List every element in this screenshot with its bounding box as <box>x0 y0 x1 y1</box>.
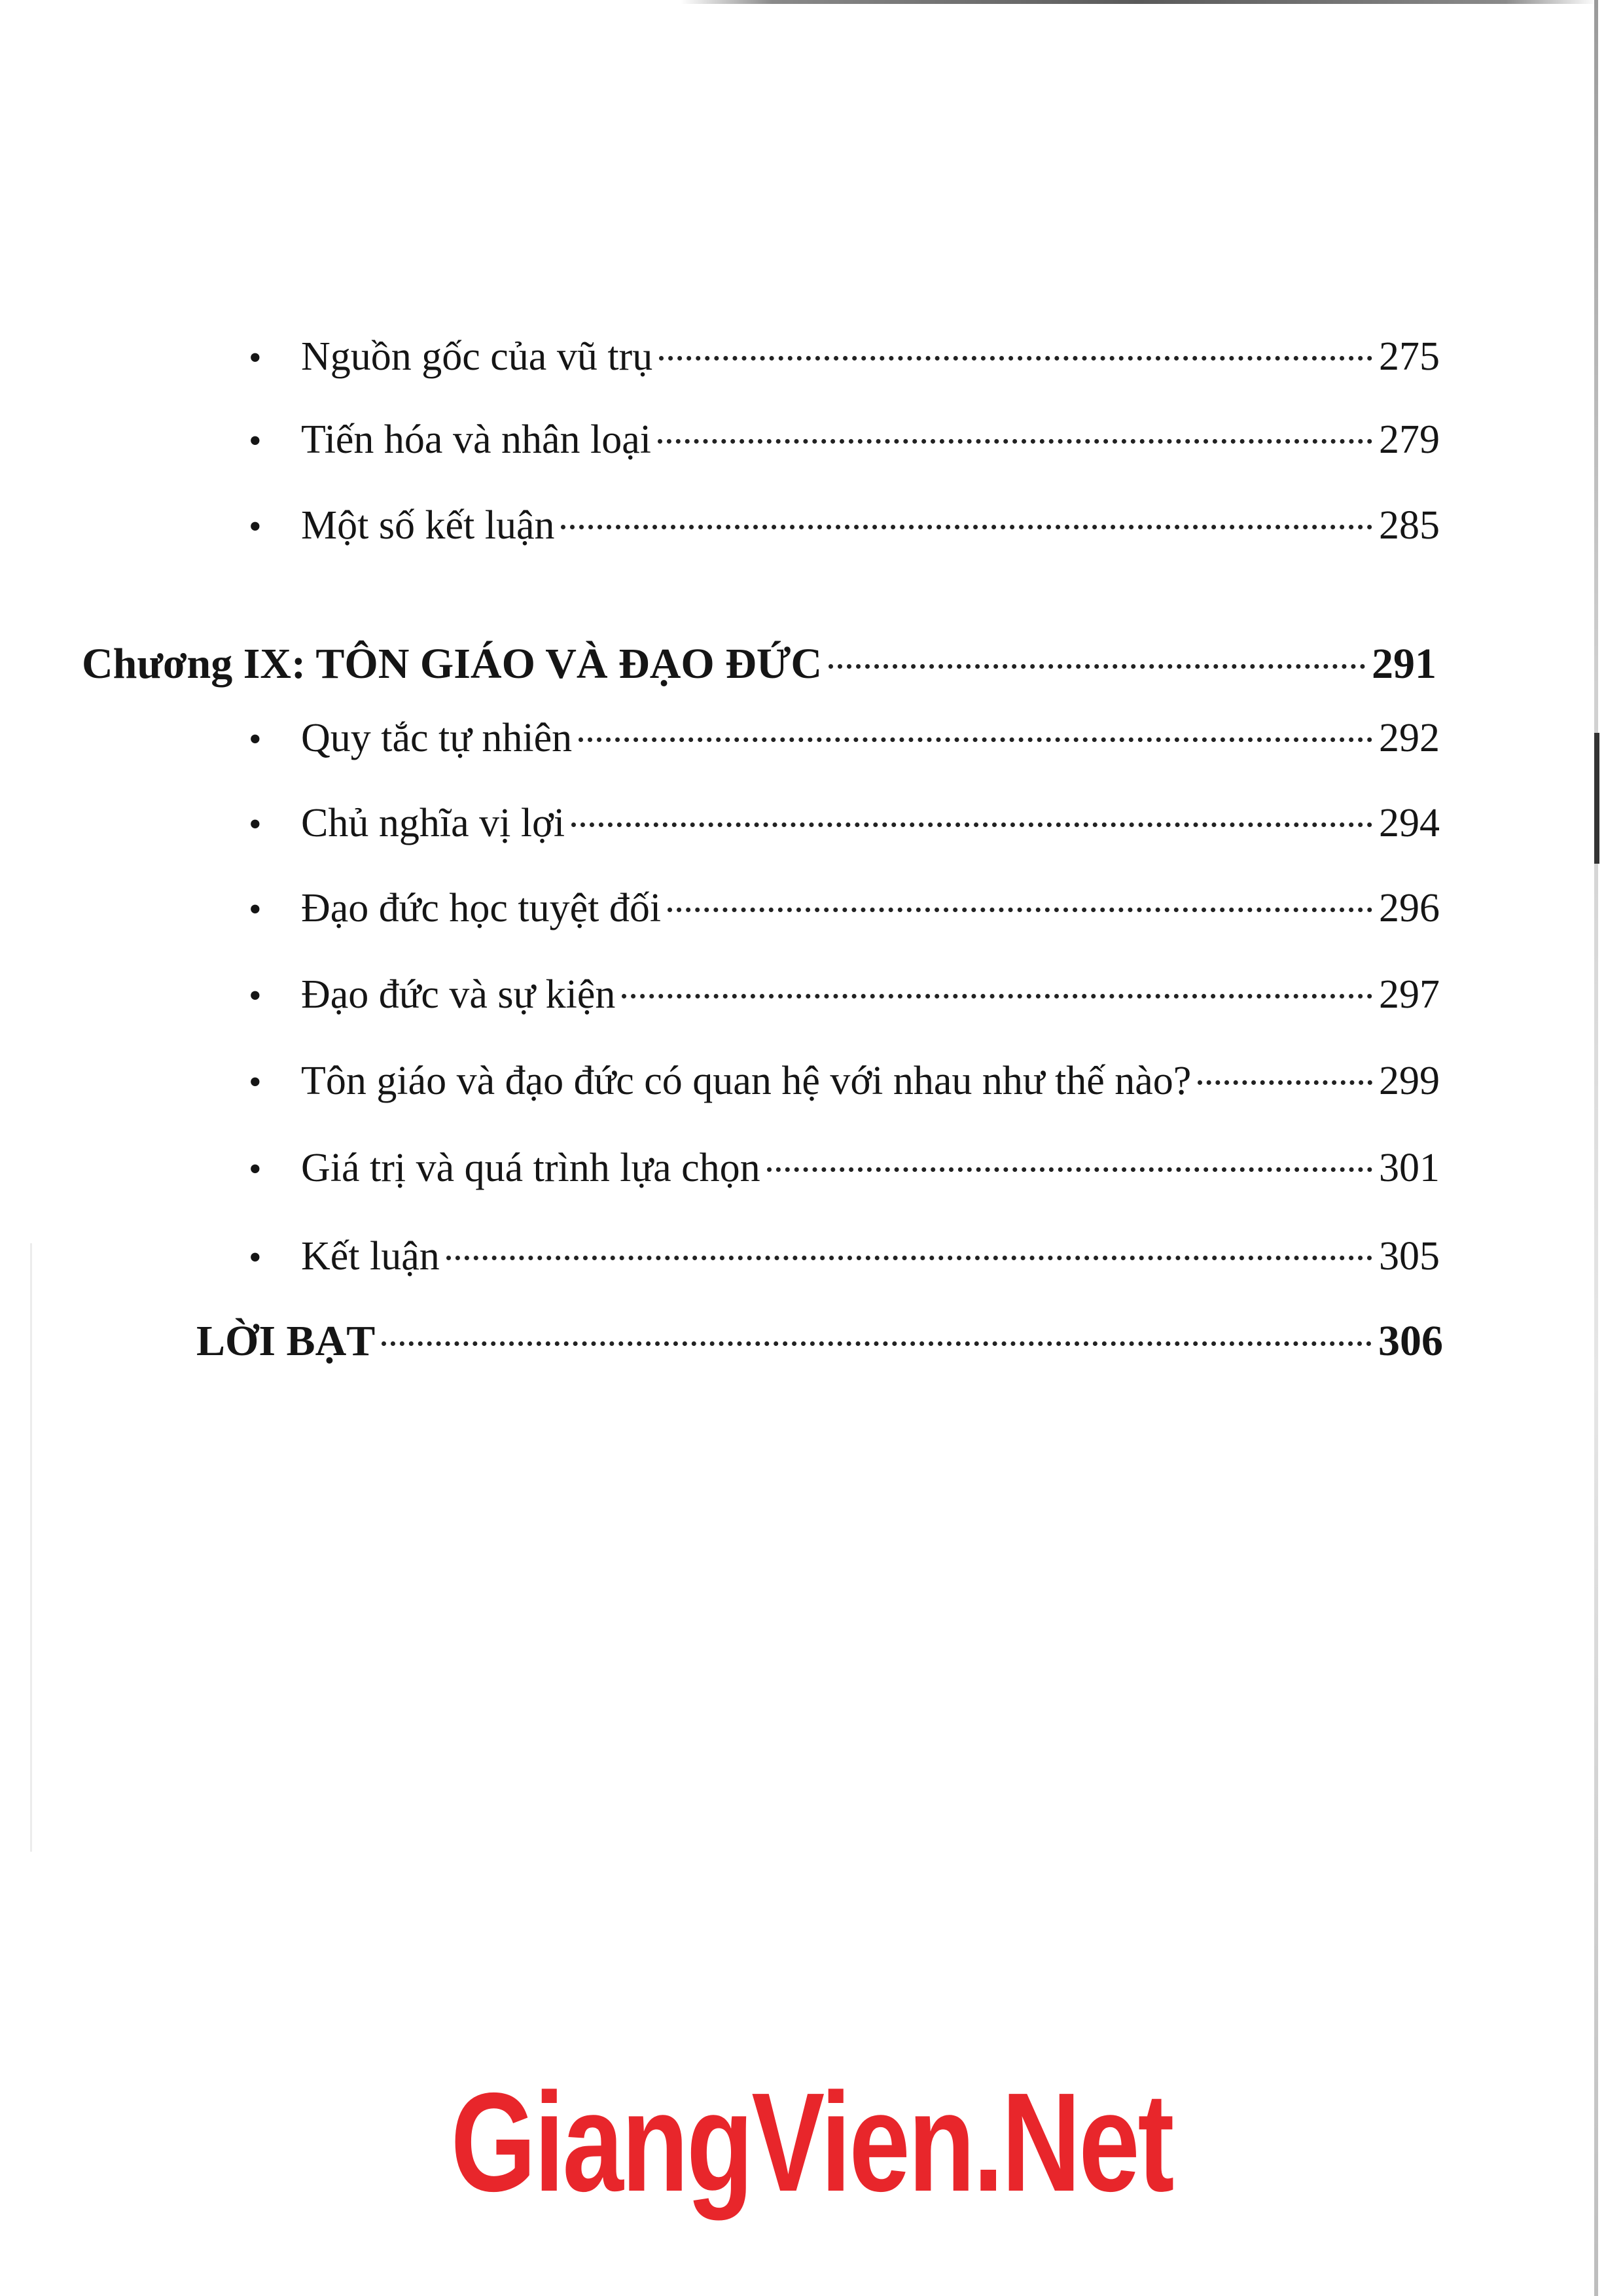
scan-edge-left <box>30 1243 32 1852</box>
toc-entry-title: Một số kết luận <box>301 503 555 548</box>
bullet-icon: • <box>249 1149 262 1190</box>
toc-entry-gia-tri[interactable] <box>249 1142 1440 1195</box>
toc-entry-title: Nguồn gốc của vũ trụ <box>301 334 653 379</box>
toc-chapter-title: Chương IX: TÔN GIÁO VÀ ĐẠO ĐỨC <box>82 640 823 688</box>
toc-entry-page: 297 <box>1379 972 1440 1017</box>
toc-entry-ton-giao-quan-he[interactable] <box>249 1055 1440 1108</box>
bullet-icon: • <box>249 338 262 378</box>
toc-leader-dots <box>1198 1080 1372 1085</box>
bullet-icon: • <box>249 1062 262 1103</box>
toc-leader-dots <box>579 737 1372 742</box>
bullet-icon: • <box>249 719 262 760</box>
toc-leader-dots <box>659 356 1372 361</box>
bullet-icon: • <box>249 976 262 1016</box>
scan-mark-right <box>1594 733 1599 864</box>
toc-entry-page: 292 <box>1379 716 1440 760</box>
toc-afterword[interactable] <box>196 1315 1443 1368</box>
toc-afterword-title: LỜI BẠT <box>196 1317 376 1365</box>
toc-entry-page: 301 <box>1379 1146 1440 1190</box>
scan-edge-top <box>681 0 1597 4</box>
watermark-logo: GiangVien.Net <box>450 2063 1173 2221</box>
toc-entry-chu-nghia[interactable] <box>249 797 1440 851</box>
bullet-icon: • <box>249 506 262 547</box>
toc-entry-title: Chủ nghĩa vị lợi <box>301 801 565 845</box>
toc-entry-page: 296 <box>1379 886 1440 930</box>
toc-entry-title: Tôn giáo và đạo đức có quan hệ với nhau như thế nào? <box>301 1059 1192 1103</box>
toc-entry-title: Giá trị và quá trình lựa chọn <box>301 1146 760 1190</box>
toc-leader-dots <box>668 908 1372 912</box>
toc-entry-page: 275 <box>1379 334 1440 379</box>
toc-entry-dao-duc-su-kien[interactable] <box>249 968 1440 1022</box>
toc-entry-nguon-goc[interactable] <box>249 330 1440 384</box>
toc-leader-dots <box>622 994 1372 998</box>
scan-edge-right <box>1594 0 1598 2296</box>
toc-leader-dots <box>767 1167 1372 1172</box>
toc-chapter-ix[interactable] <box>82 638 1436 690</box>
toc-entry-title: Đạo đức và sự kiện <box>301 972 616 1017</box>
toc-afterword-page: 306 <box>1378 1317 1443 1365</box>
toc-entry-quy-tac[interactable] <box>249 712 1440 766</box>
bullet-icon: • <box>249 804 262 845</box>
toc-leader-dots <box>829 664 1365 669</box>
toc-entry-page: 279 <box>1379 417 1440 462</box>
bullet-icon: • <box>249 421 262 461</box>
toc-leader-dots <box>382 1341 1372 1346</box>
toc-leader-dots <box>571 822 1372 827</box>
bullet-icon: • <box>249 1237 262 1278</box>
toc-entry-ket-luan-2[interactable] <box>249 1230 1440 1284</box>
bullet-icon: • <box>249 889 262 930</box>
toc-entry-title: Quy tắc tự nhiên <box>301 716 573 760</box>
toc-entry-page: 305 <box>1379 1234 1440 1279</box>
toc-chapter-page: 291 <box>1372 640 1436 688</box>
toc-entry-title: Đạo đức học tuyệt đối <box>301 886 662 930</box>
toc-entry-page: 299 <box>1379 1059 1440 1103</box>
toc-leader-dots <box>561 525 1372 529</box>
toc-entry-title: Tiến hóa và nhân loại <box>301 417 651 462</box>
toc-entry-title: Kết luận <box>301 1234 440 1279</box>
toc-entry-page: 285 <box>1379 503 1440 548</box>
toc-leader-dots <box>446 1256 1372 1260</box>
toc-entry-dao-duc-hoc[interactable] <box>249 882 1440 936</box>
toc-entry-tien-hoa[interactable] <box>249 414 1440 467</box>
toc-entry-page: 294 <box>1379 801 1440 845</box>
toc-entry-ket-luan-1[interactable] <box>249 499 1440 553</box>
toc-leader-dots <box>658 439 1372 444</box>
